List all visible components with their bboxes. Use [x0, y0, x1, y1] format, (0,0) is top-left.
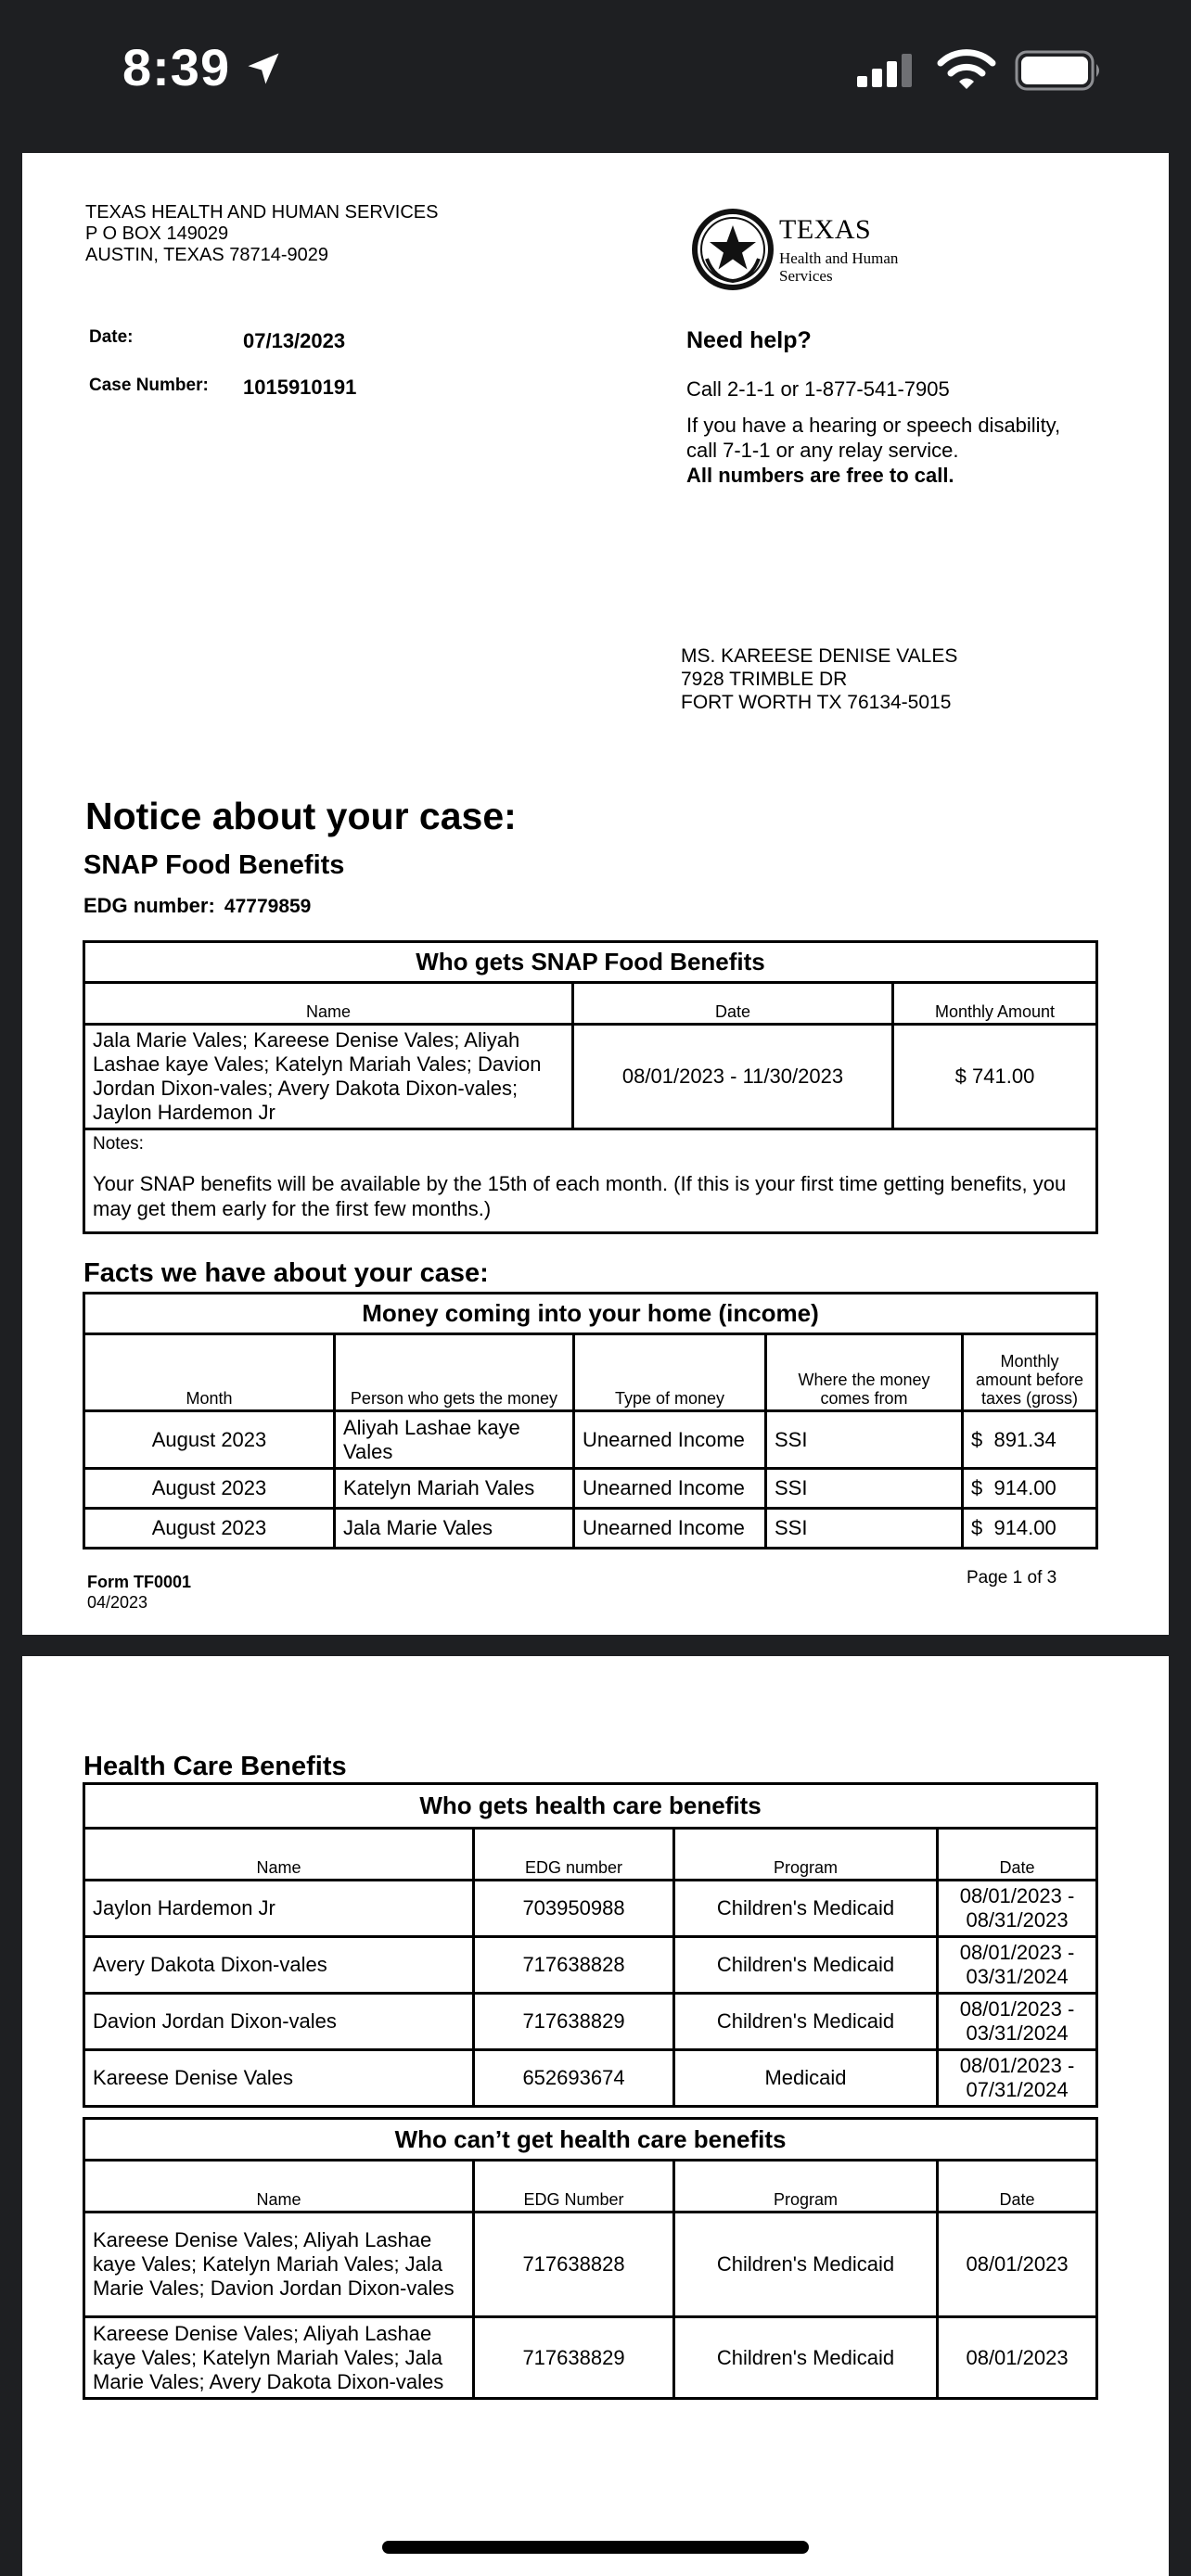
table-header: Person who gets the money: [335, 1334, 574, 1411]
help-hearing-line-1: If you have a hearing or speech disability,: [686, 414, 1061, 437]
table-header: Name: [84, 1829, 474, 1881]
income-table: [83, 1292, 1098, 1549]
snap-benefits-table: [83, 940, 1098, 1234]
table-header: Date: [573, 983, 893, 1025]
page-number: Page 1 of 3: [967, 1568, 1057, 1588]
sender-address: TEXAS HEALTH AND HUMAN SERVICES P O BOX 149029 AUSTIN, TEXAS 78714-9029: [85, 202, 439, 265]
notice-title: Notice about your case:: [85, 795, 517, 837]
status-bar: [0, 0, 1191, 130]
snap-date-range: 08/01/2023 - 11/30/2023: [573, 1025, 893, 1129]
health-care-title: Health Care Benefits: [83, 1752, 347, 1781]
table-header: Program: [674, 1829, 938, 1881]
document-page-2: [22, 1656, 1169, 2576]
table-header: Program: [674, 2161, 938, 2213]
table-row: Kareese Denise Vales; Aliyah Lashae kaye Vales; Katelyn Mariah Vales; Jala Marie Vales; Davion Jordan Dixon-vales 717638828 Children's Medicaid 08/01/2023: [84, 2213, 1097, 2317]
snap-monthly-amount: $ 741.00: [893, 1025, 1097, 1129]
table-row: August 2023 Jala Marie Vales Unearned Income SSI $ 914.00: [84, 1509, 1097, 1549]
help-hearing-line-2: call 7-1-1 or any relay service.: [686, 439, 959, 462]
status-time: 8:39: [122, 38, 231, 96]
recipient-address: MS. KAREESE DENISE VALES 7928 TRIMBLE DR FORT WORTH TX 76134-5015: [681, 645, 958, 713]
snap-notes: [84, 1129, 1097, 1233]
texas-seal-icon: [690, 207, 775, 292]
help-title: Need help?: [686, 327, 812, 353]
table-row: Kareese Denise Vales; Aliyah Lashae kaye Vales; Katelyn Mariah Vales; Jala Marie Vales; Avery Dakota Dixon-vales 717638829 Children's Medicaid 08/01/2023: [84, 2317, 1097, 2399]
table-row: August 2023 Aliyah Lashae kaye Vales Unearned Income SSI $ 891.34: [84, 1411, 1097, 1469]
program-title: SNAP Food Benefits: [83, 850, 345, 880]
home-indicator[interactable]: [382, 2541, 809, 2554]
battery-icon: [1015, 50, 1104, 91]
location-arrow-icon: [243, 48, 284, 89]
table-header: Date: [938, 1829, 1097, 1881]
facts-title: Facts we have about your case:: [83, 1258, 489, 1288]
logo-texas-text: TEXAS: [779, 214, 872, 245]
table-header: EDG Number: [474, 2161, 674, 2213]
help-free-note: All numbers are free to call.: [686, 464, 954, 487]
table-row: Davion Jordan Dixon-vales 717638829 Children's Medicaid 08/01/2023 - 03/31/2024: [84, 1994, 1097, 2050]
table-header: Where the money comes from: [766, 1334, 963, 1411]
denied-table-caption: Who can’t get health care benefits: [84, 2119, 1097, 2161]
health-denied-table: [83, 2117, 1098, 2400]
notes-label: Notes:: [93, 1134, 144, 1154]
form-number: Form TF0001: [87, 1573, 192, 1591]
wifi-icon: [937, 48, 996, 91]
form-date: 04/2023: [87, 1593, 148, 1612]
table-header: Month: [84, 1334, 335, 1411]
case-number-value: 1015910191: [243, 376, 357, 399]
table-row: Avery Dakota Dixon-vales 717638828 Children's Medicaid 08/01/2023 - 03/31/2024: [84, 1937, 1097, 1994]
hhs-logo: [690, 207, 911, 296]
date-value: 07/13/2023: [243, 329, 346, 352]
health-benefits-table: [83, 1782, 1098, 2108]
health-table-caption: Who gets health care benefits: [84, 1784, 1097, 1829]
notes-text: Your SNAP benefits will be available by the 15th of each month. (If this is your first time getting benefits, you may get them early for the first few months.): [93, 1172, 1067, 1220]
document-page-1: [22, 153, 1169, 1635]
table-header: Name: [84, 2161, 474, 2213]
date-label: Date:: [89, 327, 134, 347]
table-row: Jaylon Hardemon Jr 703950988 Children's Medicaid 08/01/2023 - 08/31/2023: [84, 1881, 1097, 1937]
snap-recipient-names: Jala Marie Vales; Kareese Denise Vales; Aliyah Lashae kaye Vales; Katelyn Mariah Vales; Davion Jordan Dixon-vales; Avery Dakota Dixon-vales; Jaylon Hardemon Jr: [84, 1025, 573, 1129]
table-header: Date: [938, 2161, 1097, 2213]
table-header: Monthly amount before taxes (gross): [963, 1334, 1097, 1411]
cellular-signal-icon: [855, 52, 920, 89]
help-phone: Call 2-1-1 or 1-877-541-7905: [686, 377, 950, 401]
table-header: EDG number: [474, 1829, 674, 1881]
table-row: [84, 1025, 1097, 1129]
table-row: Kareese Denise Vales 652693674 Medicaid 08/01/2023 - 07/31/2024: [84, 2050, 1097, 2107]
snap-table-caption: Who gets SNAP Food Benefits: [84, 942, 1097, 983]
logo-hhs-text: Health and Human Services: [779, 249, 899, 285]
table-header: Monthly Amount: [893, 983, 1097, 1025]
income-table-caption: Money coming into your home (income): [84, 1294, 1097, 1334]
table-header: Name: [84, 983, 573, 1025]
case-number-label: Case Number:: [89, 376, 209, 395]
edg-number: EDG number: 47779859: [83, 894, 312, 917]
table-row: August 2023 Katelyn Mariah Vales Unearned Income SSI $ 914.00: [84, 1469, 1097, 1509]
table-header: Type of money: [574, 1334, 766, 1411]
